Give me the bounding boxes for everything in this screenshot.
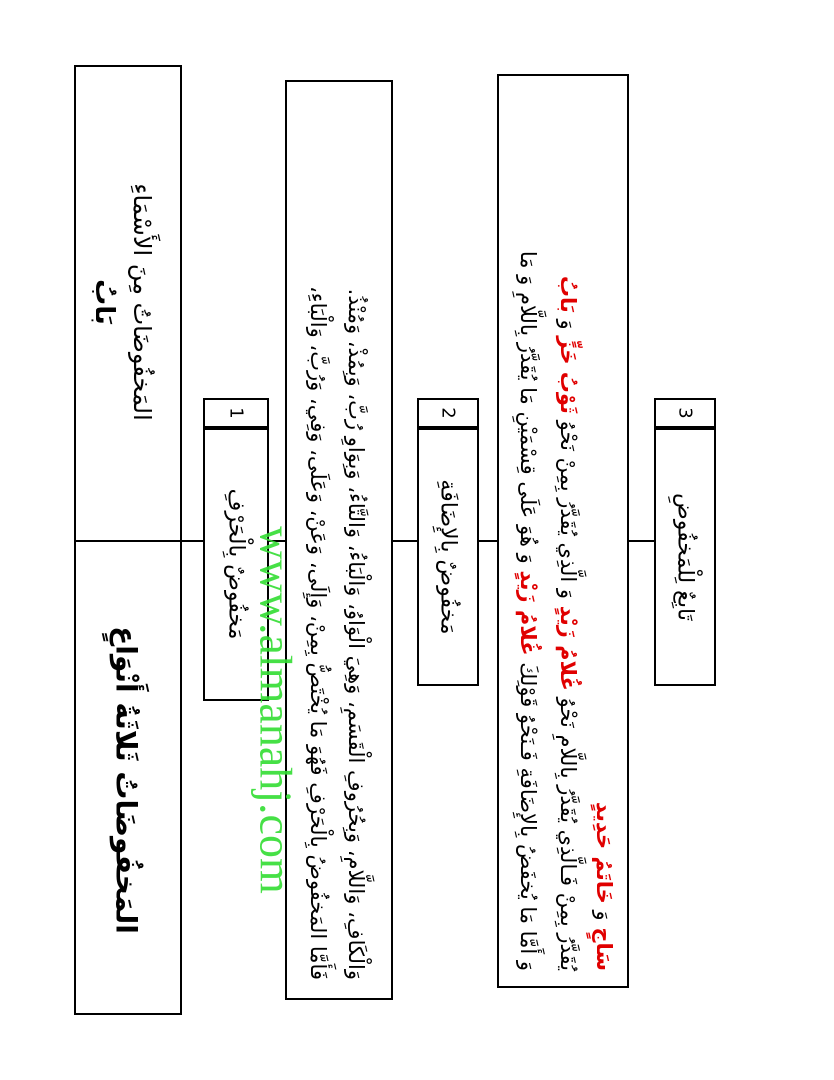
type2-line3-b: وَ <box>592 910 616 921</box>
type1-desc-box <box>285 80 393 1000</box>
type1-desc-line1: فَأَمَّا المَخفُوضُ بِالْحَرْفِ فَهُوَ مَا يُخْتَصُّ بِمِنْ، وَإِلَى، وَعَنْ، وَعَلَى، وَفِي، وَرُبَّ، وَالْبَاءِ، <box>306 285 330 980</box>
type2-line1-example: غُلامُ زَيْدٍ <box>516 570 540 656</box>
type2-desc-line1 <box>516 91 540 971</box>
connector-2-to-desc <box>478 540 498 542</box>
header-title-bottom: المَخفُوضَاتُ مِنَ الأَسْمَاءِ <box>128 183 156 421</box>
type2-line3-example2: خَاتَمُ حَدِيدٍ <box>592 801 616 904</box>
type2-label: مَخفُوضٌ بِالإِضَافَةِ <box>435 479 461 635</box>
type2-line3-example1: سَاجٍ <box>592 927 616 971</box>
type2-line1-b: وَ هُوَ عَلَى قِسْمَيْنِ مَا يُقَدَّرُ بِاللَّامِ وَ مَا <box>516 250 540 564</box>
type3-number: 3 <box>674 407 696 419</box>
connector-1-to-desc <box>268 540 286 542</box>
type3-label: تَابِعٌ لِلْمَخفُوضِ <box>672 493 698 621</box>
header-subtitle: المَخفُوضَاتُ ثَلاثَةُ أَنْوَاعٍ <box>109 626 143 934</box>
watermark-text: www.almanahj.com <box>250 526 302 894</box>
type2-line2-example2: ثَوْبُ خَزٍّ <box>556 336 580 414</box>
header-divider <box>74 540 182 542</box>
type2-line2-c: وَ <box>556 319 580 330</box>
type2-line2-example1: غُلامُ زَيْدٍ <box>556 605 580 691</box>
type2-line2-a: يُقَدَّرُ بِمِنْ فَـالَّذِي يُقَدَّرُ بِاللَّامِ نَحْوُ <box>556 697 580 971</box>
type2-line2-b: وَ الَّذِي يُقَدَّرُ بِمِنْ نَحْوُ <box>556 420 580 600</box>
type2-desc-line3 <box>592 91 616 971</box>
type1-number: 1 <box>225 407 247 419</box>
type1-label: مَخفُوضٌ بِالْحَرْفِ <box>223 488 249 640</box>
type2-line1-a: وَ أَمَّا مَا يُخفَضُ بِالإِضَافَةِ فَـنَحْوُ قَوْلِكَ <box>516 662 540 971</box>
type1-desc-line2: وَالْكَافِ، وَاللَّامِ، وَبِحُرُوفِ الْقَسَمِ، وَهِيَ الْوَاوُ، وَالْبَاءُ، وَالتَّاءُ، وَبِوَاوِ رُبَّ، وَبِمُذْ، وَمُنْذُ. <box>344 288 368 980</box>
connector-desc-to-3 <box>628 540 654 542</box>
header-title-top: بَابُ <box>89 279 119 325</box>
connector-desc-to-2 <box>392 540 418 542</box>
type2-number: 2 <box>437 407 459 419</box>
type2-line2-example3: بَابُ <box>556 275 580 313</box>
type2-desc-line2 <box>556 91 580 971</box>
